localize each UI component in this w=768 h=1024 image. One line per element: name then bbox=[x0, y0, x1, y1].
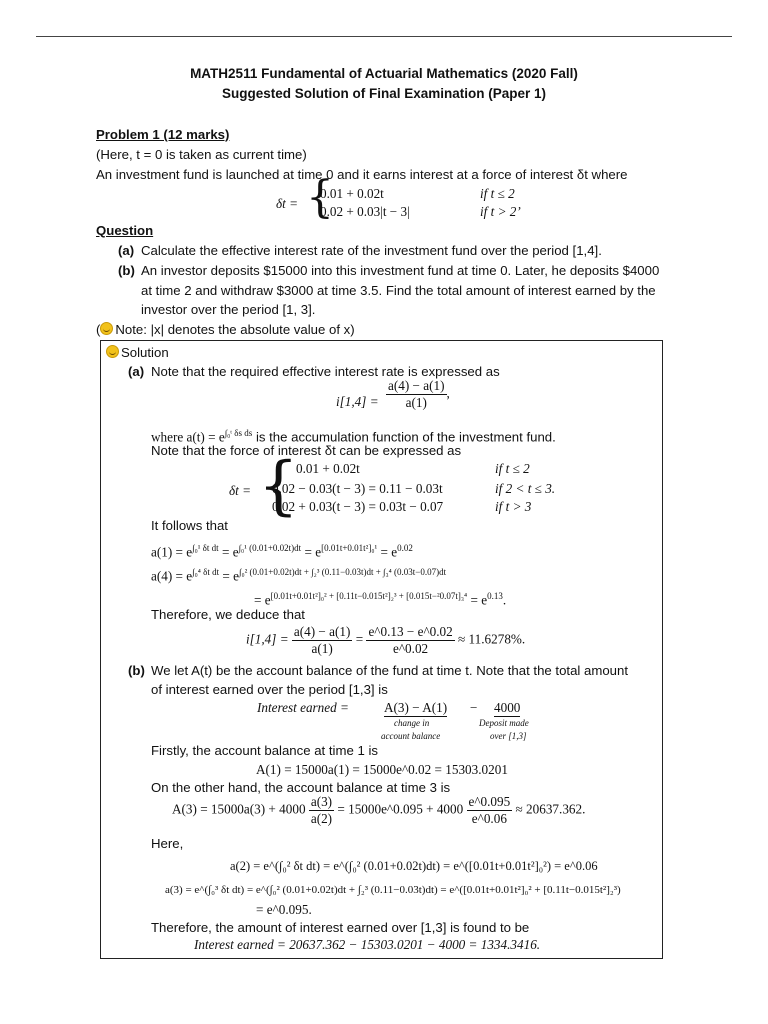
i14-comma: , bbox=[446, 385, 450, 401]
d3-expr: 0.02 + 0.03(t − 3) = 0.03t − 0.07 bbox=[272, 499, 444, 514]
a1-lhs: a(1) = e bbox=[151, 544, 193, 560]
result-num2: e^0.13 − e^0.02 bbox=[368, 624, 453, 639]
problem-heading: Problem 1 (12 marks) bbox=[96, 127, 230, 142]
a1-exp3: [0.01t+0.01t²]₀¹ bbox=[321, 543, 378, 553]
A3-mid: = 15000e^0.095 + 4000 bbox=[337, 801, 464, 817]
delta-lhs: δt = bbox=[276, 196, 298, 211]
question-heading: Question bbox=[96, 223, 154, 238]
smiley-icon bbox=[106, 345, 119, 358]
problem-intro: An investment fund is launched at time 0 and it earns interest at a force of interest δt where bbox=[96, 167, 628, 182]
d1-cond: if t ≤ 2 bbox=[495, 461, 530, 476]
other-line: On the other hand, the account balance at time 3 is bbox=[151, 780, 451, 795]
d2-expr: 0.02 − 0.03(t − 3) = 0.11 − 0.03t bbox=[272, 481, 443, 496]
a1-exp1: ∫₀¹ δt dt bbox=[192, 543, 219, 553]
result-eq: = bbox=[355, 631, 364, 647]
solution-b-line1: We let A(t) be the account balance of the fund at time t. Note that the total amount bbox=[151, 663, 628, 678]
final-equation: Interest earned = 20637.362 − 15303.0201 − 4000 = 1334.3416. bbox=[194, 937, 541, 952]
A3-den: a(2) bbox=[310, 811, 333, 826]
where-post: is the accumulation function of the investment fund. bbox=[255, 429, 556, 445]
a4b-exp2: 0.13 bbox=[487, 591, 503, 601]
header-rule bbox=[36, 36, 732, 37]
here-line: Here, bbox=[151, 836, 184, 851]
first-line: Firstly, the account balance at time 1 is bbox=[151, 743, 378, 758]
d-lhs: δt = bbox=[229, 483, 251, 498]
a4-exp1: ∫₀⁴ δt dt bbox=[192, 567, 220, 577]
A1-equation: A(1) = 15000a(1) = 15000e^0.02 = 15303.0201 bbox=[256, 762, 508, 777]
ie-deposit: 4000 bbox=[494, 700, 521, 715]
solution-b-label: (b) bbox=[128, 663, 145, 678]
a4-exp2: ∫₀² (0.01+0.02t)dt + ∫₂³ (0.11−0.03t)dt + ∫₃⁴ (0.03t−0.07)dt bbox=[239, 567, 447, 577]
A3-num2: e^0.095 bbox=[468, 794, 511, 809]
a1-equation bbox=[151, 540, 413, 560]
ie-underbrace1b: account balance bbox=[381, 731, 441, 741]
document-title: MATH2511 Fundamental of Actuarial Mathematics (2020 Fall) bbox=[190, 66, 578, 81]
note-open-paren: ( bbox=[96, 322, 101, 337]
solution-b-line2: of interest earned over the period [1,3] is bbox=[151, 682, 388, 697]
question-b-line3: investor over the period [1, 3]. bbox=[141, 302, 316, 317]
a1-eq2: = e bbox=[301, 544, 322, 560]
delta-case2-expr: 0.02 + 0.03|t − 3| bbox=[320, 204, 410, 219]
a4-lhs: a(4) = e bbox=[151, 568, 193, 584]
d3-cond: if t > 3 bbox=[495, 499, 532, 514]
d-brace: { bbox=[258, 449, 299, 523]
document-subtitle: Suggested Solution of Final Examination (Paper 1) bbox=[221, 86, 547, 101]
a3-equation: a(3) = e^(∫₀³ δt dt) = e^(∫₀² (0.01+0.02t)dt + ∫₂³ (0.11−0.03t)dt) = e^([0.01t+0.01t²]₀² + [0.11t−0.015t²]₂³) bbox=[165, 884, 621, 896]
ie-underbrace1a: change in bbox=[394, 718, 430, 728]
A3-num: a(3) bbox=[310, 794, 333, 809]
ie-term: A(3) − A(1) bbox=[384, 700, 448, 715]
ie-lhs: Interest earned = bbox=[257, 700, 349, 715]
result-den: a(1) bbox=[311, 641, 333, 656]
question-a-text: Calculate the effective interest rate of the investment fund over the period [1,4]. bbox=[141, 243, 602, 258]
i14-fraction bbox=[386, 378, 450, 411]
smiley-icon bbox=[100, 322, 113, 335]
note-text: Note: |x| denotes the absolute value of x) bbox=[115, 322, 355, 337]
where-pre: where a(t) = e bbox=[151, 429, 225, 445]
i14-lhs: i[1,4] = bbox=[336, 394, 379, 409]
therefore-line: Therefore, the amount of interest earned over [1,3] is found to be bbox=[151, 920, 530, 935]
a1-exp2: ∫₀¹ (0.01+0.02t)dt bbox=[238, 543, 302, 553]
i14-denominator: a(1) bbox=[405, 395, 427, 410]
question-b-label: (b) bbox=[118, 263, 135, 278]
question-a-label: (a) bbox=[118, 243, 135, 258]
question-b-line1: An investor deposits $15000 into this investment fund at time 0. Later, he deposits $4000 bbox=[141, 263, 660, 278]
d2-cond: if 2 < t ≤ 3. bbox=[495, 481, 556, 496]
delta-case2-cond: if t > 2’ bbox=[480, 204, 521, 219]
a4b-tail: . bbox=[502, 592, 507, 608]
a1-eq1: = e bbox=[218, 544, 239, 560]
result-lhs: i[1,4] = bbox=[246, 631, 289, 647]
delta-case1-expr: 0.01 + 0.02t bbox=[320, 186, 384, 201]
a4b-lhs: = e bbox=[254, 592, 271, 608]
a1-exp4: 0.02 bbox=[397, 543, 413, 553]
where-exponent: ∫₀ᵗ δs ds bbox=[224, 428, 253, 438]
delta-brace: { bbox=[306, 172, 334, 223]
A3-equation bbox=[172, 794, 585, 827]
solution-a-label: (a) bbox=[128, 364, 145, 379]
solution-heading: Solution bbox=[121, 345, 169, 360]
A3-den2: e^0.06 bbox=[471, 811, 507, 826]
A3-pre: A(3) = 15000a(3) + 4000 bbox=[172, 801, 306, 817]
a4-eq1: = e bbox=[219, 568, 239, 584]
d1-expr: 0.01 + 0.02t bbox=[296, 461, 360, 476]
delta-case1-cond: if t ≤ 2 bbox=[480, 186, 515, 201]
question-b-line2: at time 2 and withdraw $3000 at time 3.5. Find the total amount of interest earned by the bbox=[141, 283, 656, 298]
absolute-value-note bbox=[96, 322, 355, 338]
a3-equation-cont: = e^0.095. bbox=[256, 902, 312, 917]
force-line: Note that the force of interest δt can be expressed as bbox=[151, 443, 462, 458]
a4b-eq: = e bbox=[467, 592, 488, 608]
result-num: a(4) − a(1) bbox=[293, 624, 351, 639]
solution-a-line1: Note that the required effective interest rate is expressed as bbox=[151, 364, 500, 379]
a4-equation bbox=[151, 564, 446, 584]
ie-minus: − bbox=[470, 700, 478, 715]
solution-heading-row bbox=[106, 345, 169, 361]
deduce-line: Therefore, we deduce that bbox=[151, 607, 305, 622]
result-equation bbox=[246, 624, 525, 657]
problem-time-note: (Here, t = 0 is taken as current time) bbox=[96, 147, 307, 162]
result-value: ≈ 11.6278%. bbox=[458, 631, 526, 647]
ie-underbrace2b: over [1,3] bbox=[490, 731, 527, 741]
a1-eq3: = e bbox=[377, 544, 398, 560]
a4-equation-cont bbox=[254, 588, 506, 608]
a2-equation: a(2) = e^(∫₀² δt dt) = e^(∫₀² (0.01+0.02t)dt) = e^([0.01t+0.01t²]₀²) = e^0.06 bbox=[230, 859, 598, 873]
a4b-exp: [0.01t+0.01t²]₀² + [0.11t−0.015t²]₂³ + [0.015t−²0.07t]₃⁴ bbox=[270, 591, 468, 601]
A3-value: ≈ 20637.362. bbox=[515, 801, 586, 817]
i14-numerator: a(4) − a(1) bbox=[388, 378, 445, 393]
result-den2: e^0.02 bbox=[393, 641, 429, 656]
follows-line: It follows that bbox=[151, 518, 228, 533]
ie-underbrace2a: Deposit made bbox=[479, 718, 529, 728]
